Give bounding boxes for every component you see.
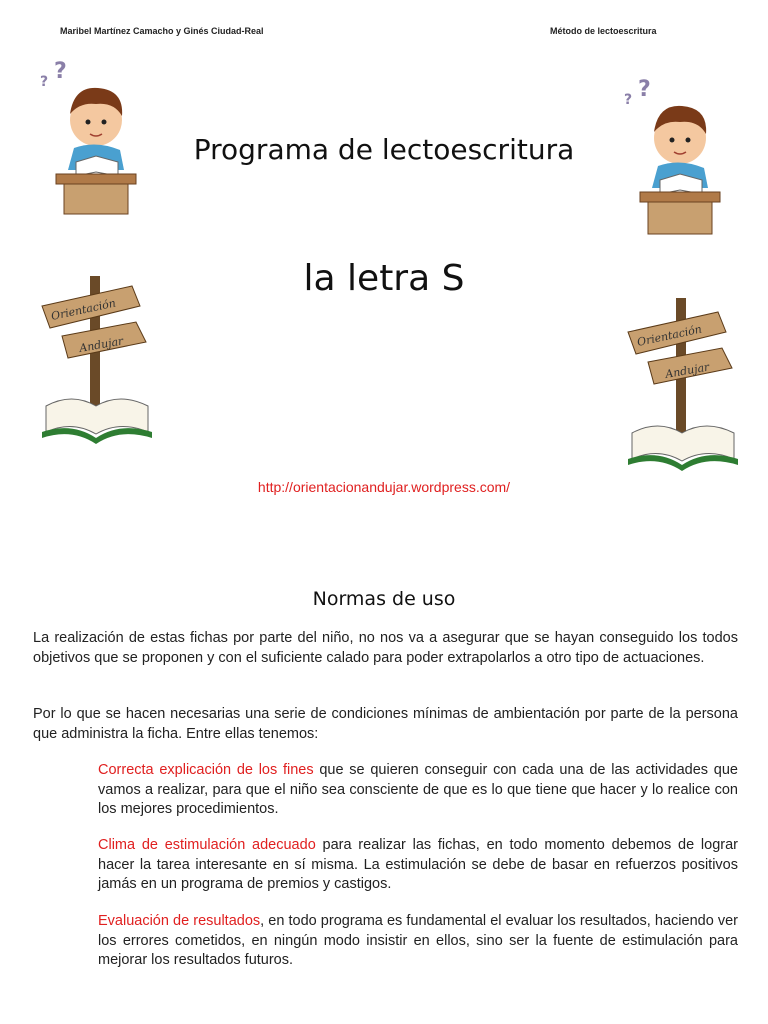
paragraph-conditions: Por lo que se hacen necesarias una serie de condiciones mínimas de ambientación por parte de la persona que administra la ficha. Entre ellas tenemos: xyxy=(33,706,738,742)
header-authors: Maribel Martínez Camacho y Ginés Ciudad-Real xyxy=(60,26,264,36)
list-item xyxy=(98,912,738,971)
item-text: que se quieren conseguir con cada una de las actividades que vamos a realizar, para que el niño sea consciente de que es lo que tiene que hacer y lo realice con los mejores procedimientos. xyxy=(98,762,738,817)
item-highlight: Clima de estimulación adecuado xyxy=(98,837,316,853)
page-subtitle: la letra S xyxy=(303,258,465,299)
svg-text:?: ? xyxy=(638,77,651,102)
svg-text:?: ? xyxy=(624,92,633,108)
svg-text:Andujar: Andujar xyxy=(78,334,125,355)
section-title: Normas de uso xyxy=(312,588,456,610)
website-link[interactable]: http://orientacionandujar.wordpress.com/ xyxy=(257,479,511,495)
header-doc-title: Método de lectoescritura xyxy=(550,26,657,36)
item-highlight: Evaluación de resultados xyxy=(98,913,261,929)
page-title: Programa de lectoescritura xyxy=(193,133,575,166)
list-item xyxy=(98,836,738,895)
paragraph-intro: La realización de estas fichas por parte del niño, no nos va a asegurar que se hayan conseguido los todos objetivos que se proponen y con el suficiente calado para poder extrapolarlos a otro tipo de actuaciones. xyxy=(33,630,738,666)
svg-text:?: ? xyxy=(54,59,67,84)
item-text: para realizar las fichas, en todo momento debemos de lograr hacer la tarea interesante en sí misma. La estimulación se debe de basar en refuerzos positivos jamás en un programa de premios y castigos. xyxy=(98,837,738,892)
svg-text:Andujar: Andujar xyxy=(664,360,711,381)
svg-text:Orientación: Orientación xyxy=(635,322,703,349)
svg-text:Orientación: Orientación xyxy=(49,296,117,323)
signpost-book-illustration-right xyxy=(618,288,746,473)
list-item xyxy=(98,761,738,820)
item-text: , en todo programa es fundamental el evaluar los resultados, haciendo ver los errores cometidos, en ningún modo insistir en ellos, sino ser la fuente de estimulación para mejorar los resultados futuros. xyxy=(98,913,738,968)
item-highlight: Correcta explicación de los fines xyxy=(98,762,314,778)
svg-text:?: ? xyxy=(40,74,49,90)
